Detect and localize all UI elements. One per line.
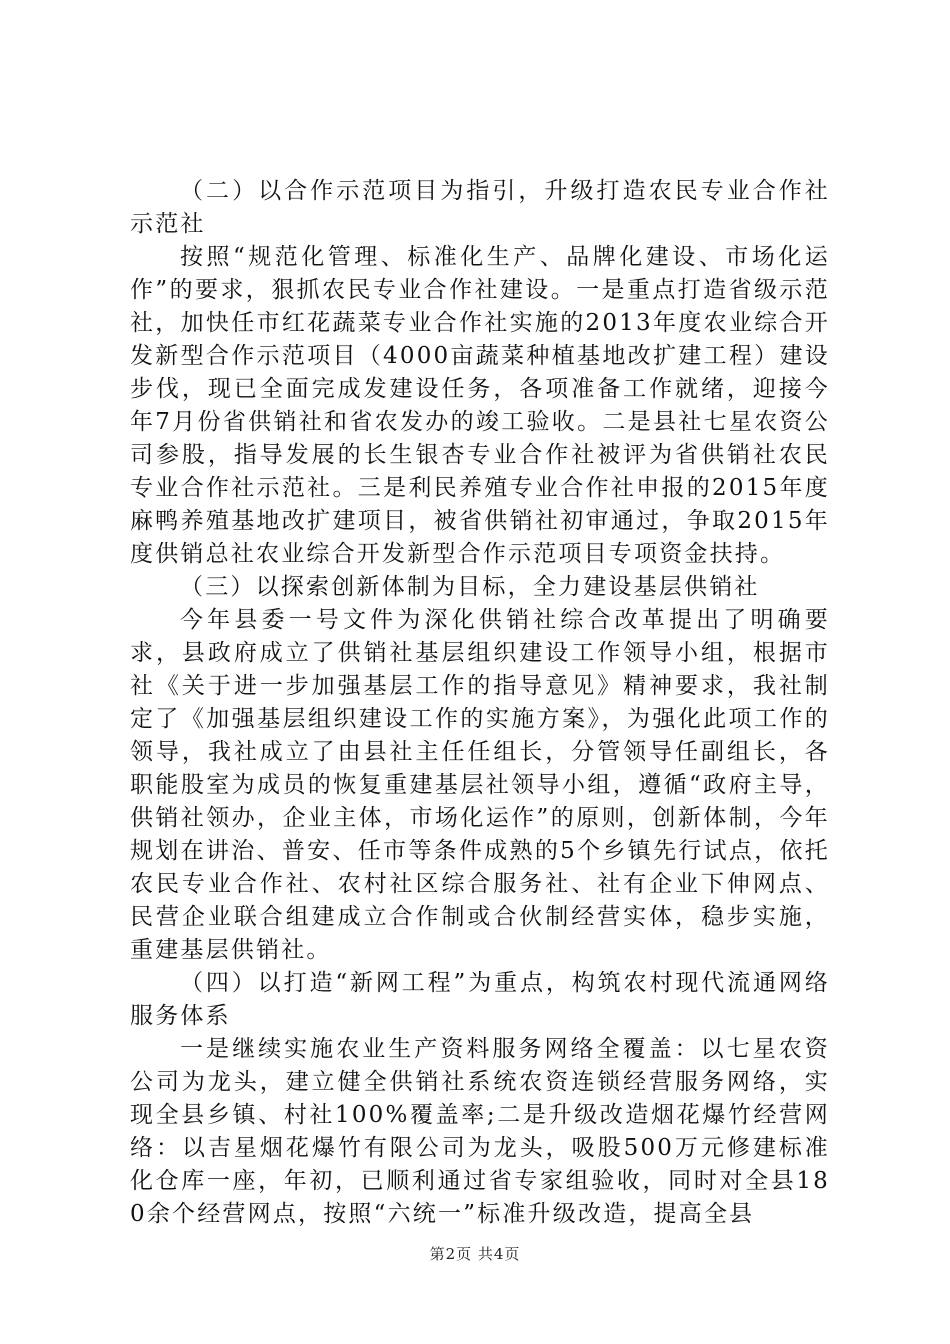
section-heading-4: （四）以打造“新网工程”为重点，构筑农村现代流通网络服务体系	[130, 970, 830, 1029]
page-number-footer: 第2页 共4页	[429, 1245, 521, 1263]
section-heading-3: （三）以探索创新体制为目标，全力建设基层供销社	[180, 574, 760, 600]
section-heading-2: （二）以合作示范项目为指引，升级打造农民专业合作社示范社	[130, 178, 830, 237]
document-body	[130, 175, 830, 1231]
body-paragraph-2: 按照“规范化管理、标准化生产、品牌化建设、市场化运作”的要求，狠抓农民专业合作社建设。一是重点打造省级示范社，加快任市红花蔬菜专业合作社实施的2013年度农业综合开发新型合作示范项目（4000亩蔬菜种植基地改扩建工程）建设步伐，现已全面完成发建设任务，各项准备工作就绪，迎接今年7月份省供销社和省农发办的竣工验收。二是县社七星农资公司参股，指导发展的长生银杏专业合作社被评为省供销社农民专业合作社示范社。三是利民养殖专业合作社申报的2015年度麻鸭养殖基地改扩建项目，被省供销社初审通过，争取2015年度供销总社农业综合开发新型合作示范项目专项资金扶持。	[130, 244, 830, 567]
body-paragraph-3: 今年县委一号文件为深化供销社综合改革提出了明确要求，县政府成立了供销社基层组织建设工作领导小组，根据市社《关于进一步加强基层工作的指导意见》精神要求，我社制定了《加强基层组织建设工作的实施方案》，为强化此项工作的领导，我社成立了由县社主任任组长，分管领导任副组长，各职能股室为成员的恢复重建基层社领导小组，遵循“政府主导，供销社领办，企业主体，市场化运作”的原则，创新体制，今年规划在讲治、普安、任市等条件成熟的5个乡镇先行试点，依托农民专业合作社、农村社区综合服务社、社有企业下伸网点、民营企业联合组建成立合作制或合伙制经营实体，稳步实施，重建基层供销社。	[130, 607, 830, 963]
body-paragraph-4: 一是继续实施农业生产资料服务网络全覆盖：以七星农资公司为龙头，建立健全供销社系统农资连锁经营服务网络，实现全县乡镇、村社100%覆盖率;二是升级改造烟花爆竹经营网络：以吉星烟花爆竹有限公司为龙头，吸股500万元修建标准化仓库一座，年初，已顺利通过省专家组验收，同时对全县180余个经营网点，按照“六统一”标准升级改造，提高全县	[130, 1036, 830, 1227]
